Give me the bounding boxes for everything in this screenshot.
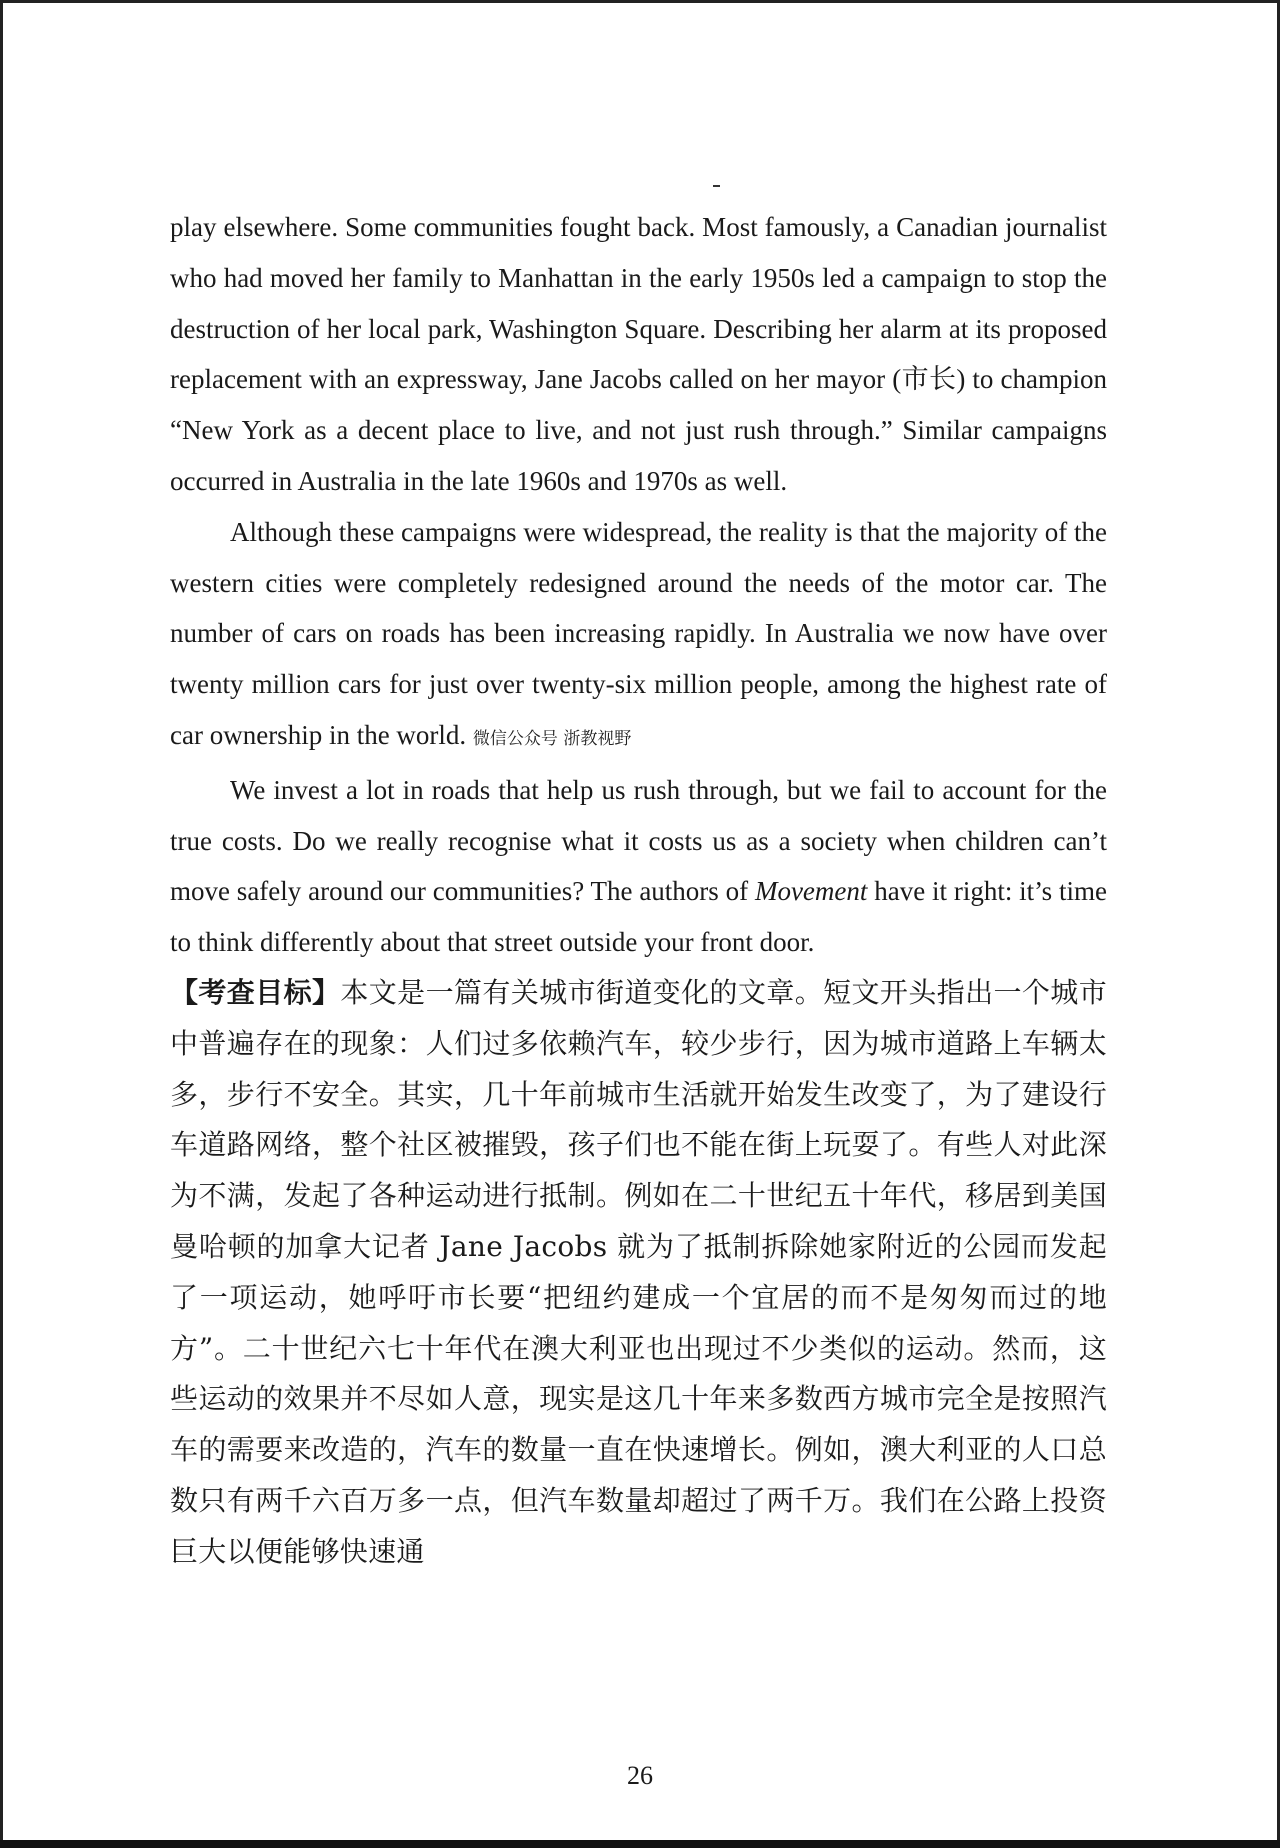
analysis-text: 本文是一篇有关城市街道变化的文章。短文开头指出一个城市中普遍存在的现象：人们过多依赖汽车，较少步行，因为城市道路上车辆太多，步行不安全。其实，几十年前城市生活就开始发生改变了，为了建设行车道路网络，整个社区被摧毁，孩子们也不能在街上玩耍了。有些人对此深为不满，发起了各种运动进行抵制。例如在二十世纪五十年代，移居到美国曼哈顿的加拿大记者 Jane Jacobs 就为了抵制拆除她家附近的公园而发起了一项运动，她呼吁市长要“把纽约建成一个宜居的而不是匆匆而过的地方”。二十世纪六七十年代在澳大利亚也出现过不少类似的运动。然而，这些运动的效果并不尽如人意，现实是这几十年来多数西方城市完全是按照汽车的需要来改造的，汽车的数量一直在快速增长。例如，澳大利亚的人口总数只有两千六百万多一点，但汽车数量却超过了两千万。我们在公路上投资巨大以便能够快速通 bbox=[170, 975, 1107, 1568]
scan-speck bbox=[713, 185, 720, 187]
page-number: 26 bbox=[627, 1761, 653, 1790]
paragraph-3 bbox=[170, 765, 1107, 968]
paragraph-1 bbox=[170, 202, 1107, 507]
paragraph-3-text-before: We invest a lot in roads that help us rush through, but we fail to account for the true costs. Do we really recognise what it costs us as a society when children can’t move safely around our communities? The authors of bbox=[170, 774, 1107, 907]
scan-border-left bbox=[0, 0, 3, 1848]
watermark-text: 微信公众号 浙教视野 bbox=[472, 728, 632, 749]
scan-border-top bbox=[0, 0, 1280, 3]
scan-border-bottom bbox=[0, 1840, 1280, 1848]
paragraph-2 bbox=[170, 507, 1107, 765]
analysis-label: 【考查目标】 bbox=[170, 975, 341, 1009]
page-body bbox=[170, 202, 1107, 1578]
paragraph-3-text-after: have it right: it’s time to think differently about that street outside your front door. bbox=[170, 876, 1107, 958]
analysis-paragraph bbox=[170, 968, 1107, 1578]
paragraph-1-text: play elsewhere. Some communities fought back. Most famously, a Canadian journalist who had moved her family to Manhattan in the early 1950s led a campaign to stop the destruction of her local park, Washington Square. Describing her alarm at its proposed replacement with an expressway, Jane Jacobs called on her mayor (市长) to champion “New York as a decent place to live, and not just rush through.” Similar campaigns occurred in Australia in the late 1960s and 1970s as well. bbox=[170, 212, 1107, 496]
paragraph-2-text: Although these campaigns were widespread, the reality is that the majority of the western cities were completely redesigned around the needs of the motor car. The number of cars on roads has been increasing rapidly. In Australia we now have over twenty million cars for just over twenty-six million people, among the highest rate of car ownership in the world. bbox=[170, 516, 1107, 750]
book-title: Movement bbox=[754, 876, 868, 907]
